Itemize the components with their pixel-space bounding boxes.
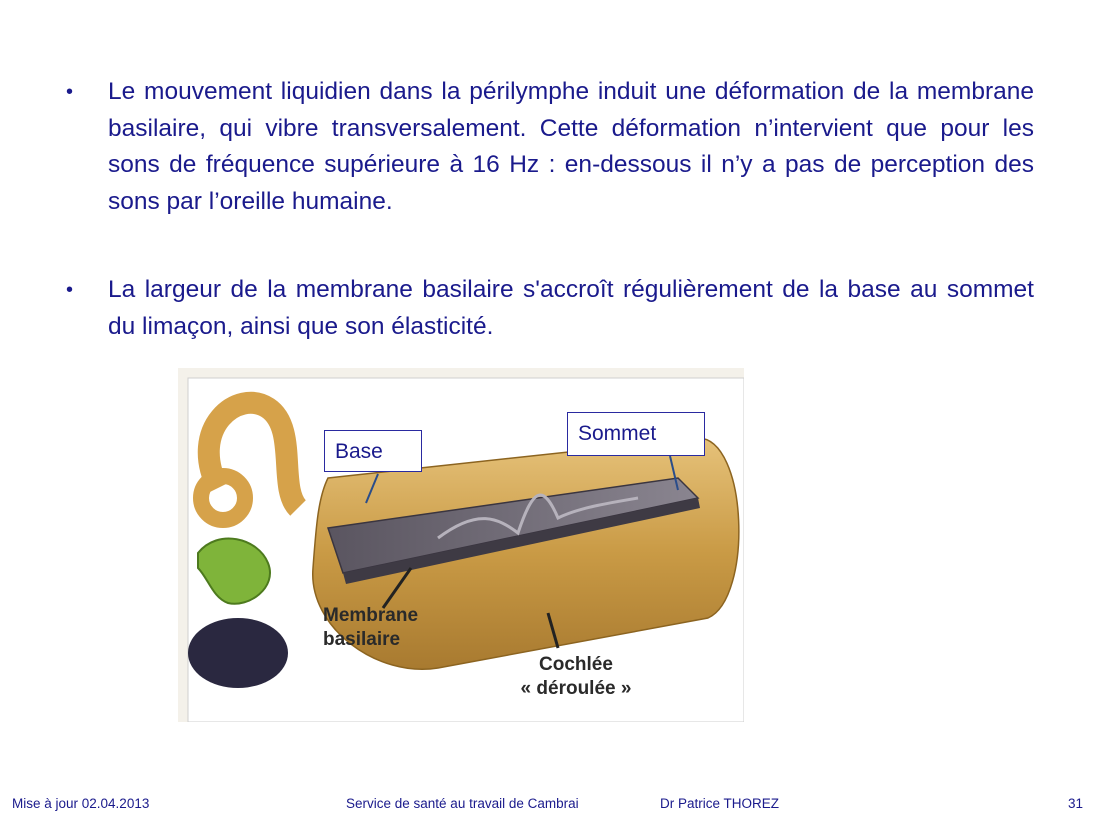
footer-page-number: 31 [1068, 796, 1084, 811]
bullet-text: Le mouvement liquidien dans la périlymphe induit une déformation de la membrane basilaire, qui vibre transversalement. Cette déformation n’intervient que pour les sons de fréquence supérieure à 16 Hz : en-dessous il n’y a pas de perception des sons par l’oreille humaine. [108, 78, 1034, 215]
bullet-text: La largeur de la membrane basilaire s'accroît régulièrement de la base au sommet du limaçon, ainsi que son élasticité. [108, 276, 1034, 340]
bullet-marker: • [66, 81, 74, 103]
label-line: basilaire [323, 629, 401, 650]
label-cochlee-deroulee [506, 653, 646, 701]
label-line: « déroulée » [520, 678, 632, 699]
callout-sommet: Sommet [567, 412, 705, 456]
footer-author: Dr Patrice THOREZ [660, 796, 780, 811]
footer-service: Service de santé au travail de Cambrai [346, 796, 579, 811]
bullet-item-1 [60, 74, 1034, 220]
bullet-item-2 [60, 272, 1034, 345]
bullet-list [60, 74, 1034, 345]
cochlea-figure [178, 368, 744, 722]
label-membrane-basilaire [323, 604, 433, 652]
slide-footer [0, 796, 1100, 816]
label-line: Cochlée [539, 654, 613, 675]
bullet-marker: • [66, 279, 74, 301]
round-window [188, 618, 288, 688]
label-line: Membrane [323, 605, 419, 626]
callout-base: Base [324, 430, 422, 472]
footer-date: Mise à jour 02.04.2013 [12, 796, 150, 811]
